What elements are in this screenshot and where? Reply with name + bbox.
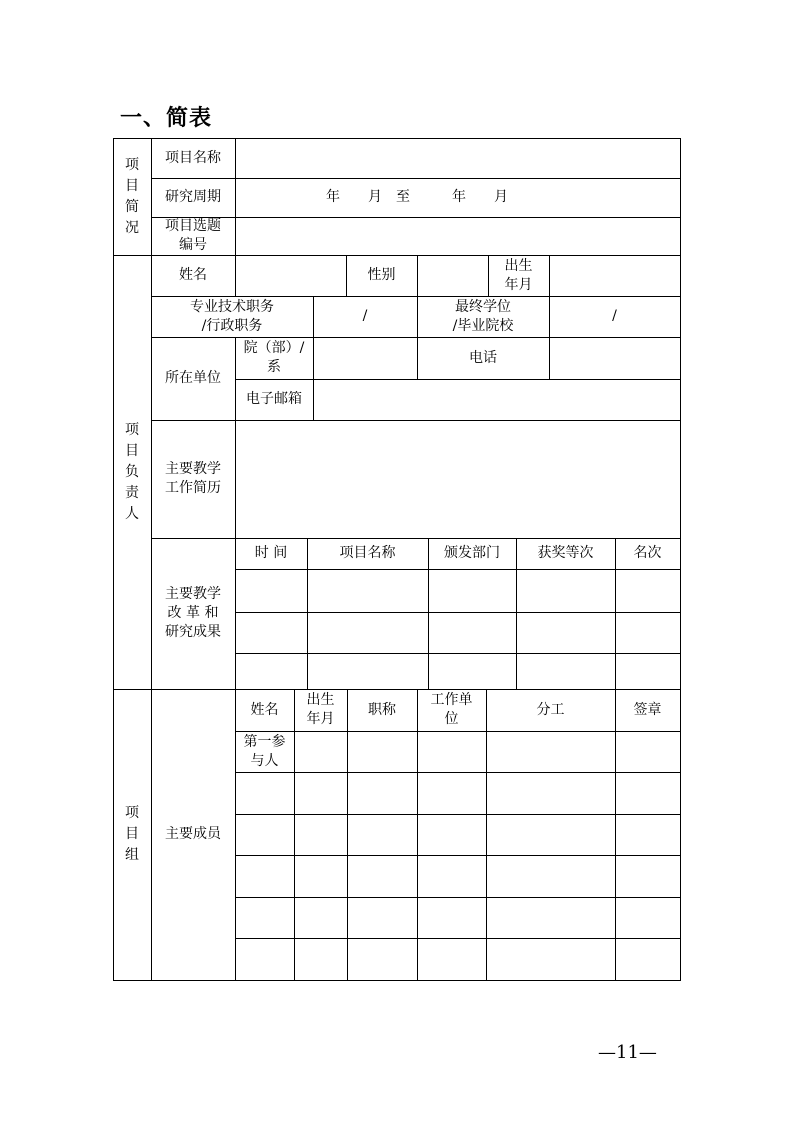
professional-title-label: 专业技术职务 /行政职务 [190, 298, 274, 334]
email-label: 电子邮箱 [246, 391, 302, 407]
achievement-header: 时 间 [254, 545, 288, 561]
degree-label: 最终学位 /毕业院校 [452, 298, 514, 334]
leader-name-field[interactable] [236, 256, 346, 296]
teaching-resume-label: 主要教学 工作简历 [165, 461, 221, 496]
vertical-char: 负 [125, 463, 139, 480]
degree-field[interactable]: / [612, 308, 617, 324]
birth-label: 出生 年月 [504, 257, 533, 293]
research-period-label: 研究周期 [165, 189, 221, 205]
member-header: 分工 [536, 701, 565, 718]
main-members-label: 主要成员 [165, 826, 221, 842]
vertical-char: 项 [125, 156, 139, 173]
topic-number-label: 项目选题 编号 [165, 218, 221, 253]
vertical-char: 简 [125, 198, 139, 215]
leader-name-label: 姓名 [179, 267, 207, 283]
gender-label: 性别 [367, 267, 396, 283]
gender-field[interactable] [418, 256, 488, 296]
research-period-value[interactable]: 年 月 至 年 月 [326, 189, 508, 205]
rule [486, 689, 487, 981]
vertical-char: 组 [125, 847, 139, 863]
achievement-header: 颁发部门 [444, 545, 500, 561]
vertical-char: 项 [125, 805, 139, 821]
project-leader-group-label [113, 255, 151, 689]
project-name-label: 项目名称 [165, 149, 221, 166]
member-header: 工作单 位 [430, 692, 473, 727]
vertical-char: 目 [125, 177, 139, 194]
vertical-char: 责 [125, 484, 139, 501]
achievement-header: 获奖等次 [537, 545, 594, 561]
department-field[interactable] [314, 338, 417, 379]
phone-field[interactable] [550, 338, 680, 379]
project-overview-group-label [113, 138, 151, 255]
vertical-char: 况 [125, 219, 139, 236]
topic-number-field[interactable] [236, 218, 680, 255]
achievement-header: 项目名称 [339, 545, 396, 561]
birth-field[interactable] [550, 256, 680, 296]
member-header: 出生 年月 [306, 692, 335, 727]
professional-title-field[interactable]: / [362, 308, 368, 324]
first-member-label: 第一参 与人 [243, 733, 286, 769]
project-name-field[interactable] [236, 139, 680, 178]
email-field[interactable] [314, 380, 680, 420]
member-header: 签章 [633, 701, 662, 718]
project-team-group-label [113, 689, 151, 980]
vertical-char: 人 [125, 505, 139, 522]
member-header: 姓名 [250, 701, 279, 718]
teaching-resume-field[interactable] [236, 421, 680, 538]
section-title: 一、简表 [120, 106, 213, 131]
rule [347, 689, 348, 981]
department-label: 院（部）/ 系 [243, 340, 305, 375]
rule [417, 689, 418, 981]
rule [615, 689, 616, 981]
member-header: 职称 [368, 701, 396, 718]
unit-label: 所在单位 [165, 370, 221, 386]
phone-label: 电话 [469, 349, 497, 366]
vertical-char: 目 [125, 442, 139, 459]
vertical-char: 项 [125, 421, 139, 438]
vertical-char: 目 [125, 826, 139, 842]
achievements-label: 主要教学 改 革 和 研究成果 [165, 586, 221, 640]
page-number: —11— [598, 1042, 657, 1063]
rule [294, 689, 295, 981]
achievement-header: 名次 [633, 545, 662, 561]
rule [113, 980, 681, 981]
